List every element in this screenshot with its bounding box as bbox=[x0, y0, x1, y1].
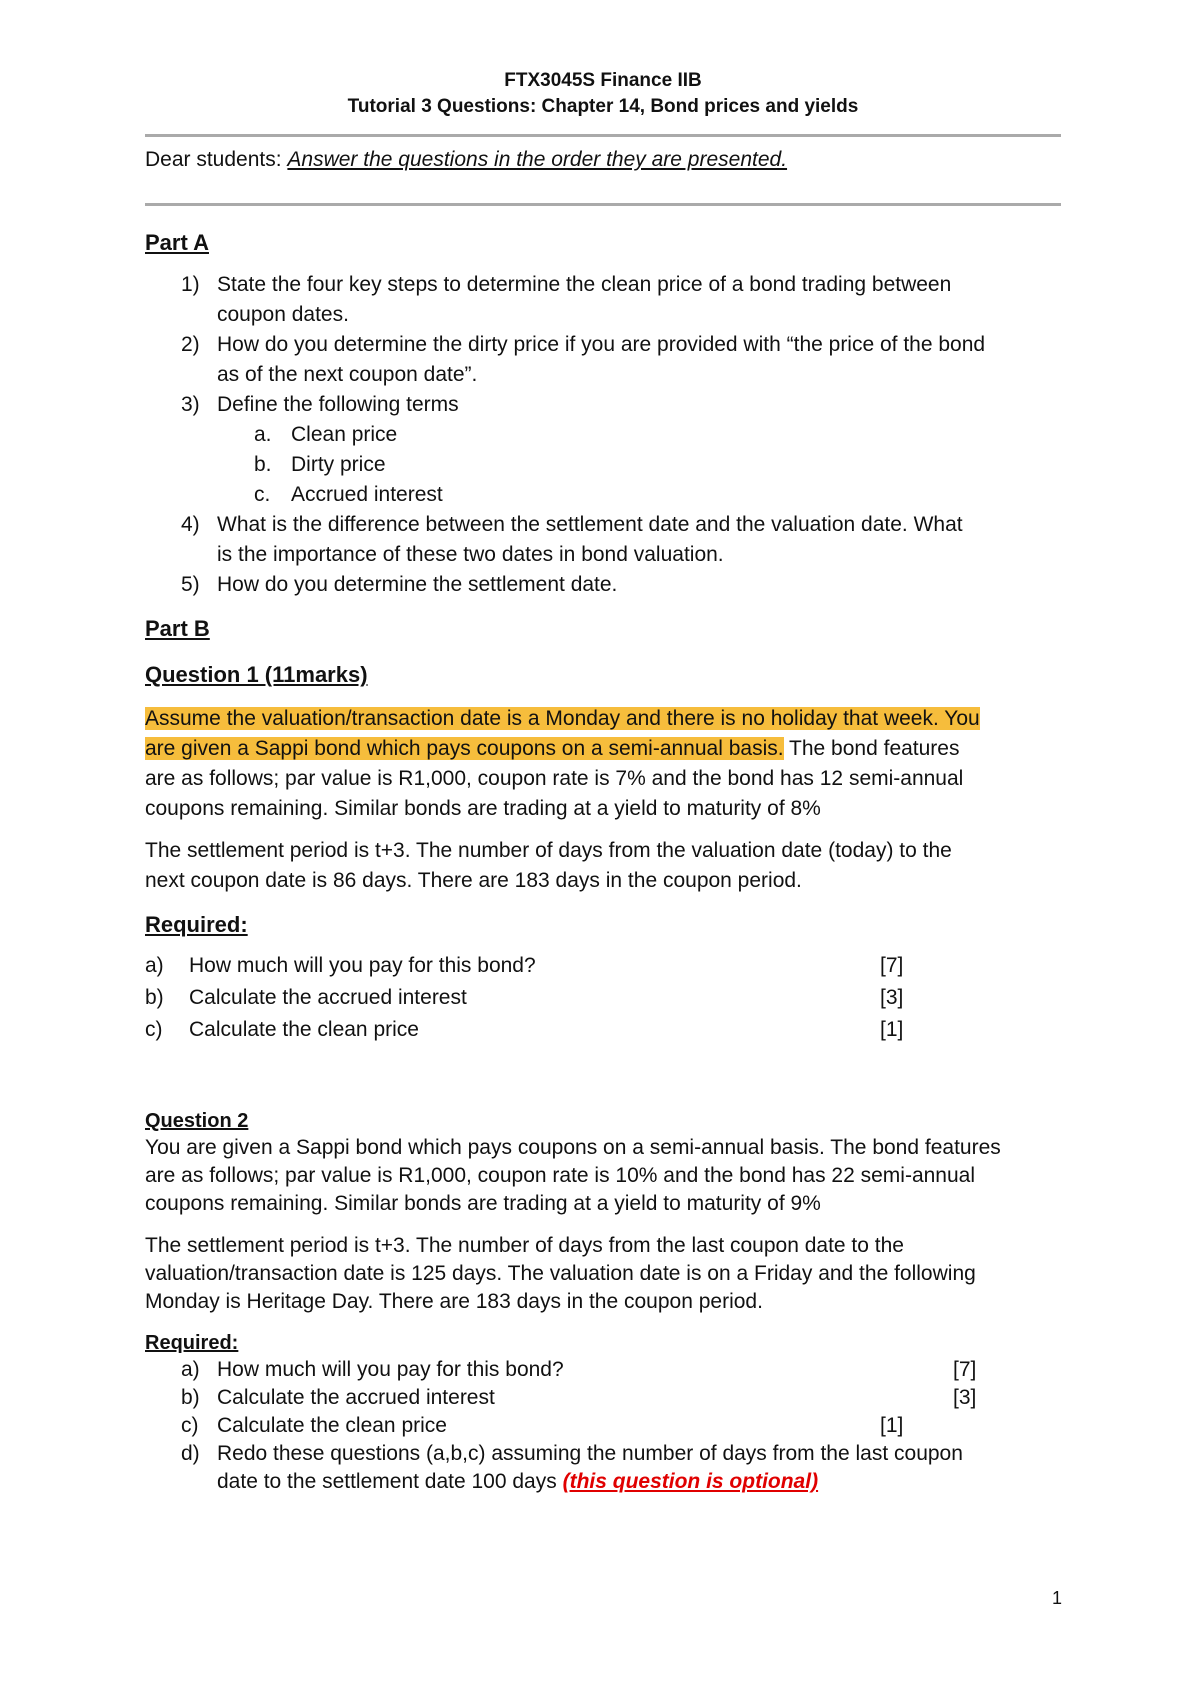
course-title: FTX3045S Finance IIB bbox=[504, 70, 702, 91]
part-a-questions bbox=[145, 270, 1061, 600]
q2-req-d-text-cont: date to the settlement date 100 days bbox=[217, 1470, 563, 1493]
q3a-letter: a. bbox=[254, 423, 272, 446]
q2p1-line1: You are given a Sappi bond which pays coupons on a semi-annual basis. The bond features bbox=[145, 1136, 1001, 1159]
intro-lead: Dear students: bbox=[145, 148, 288, 171]
q1-req-b-text: Calculate the accrued interest bbox=[189, 986, 467, 1009]
q2-text-cont: as of the next coupon date”. bbox=[217, 363, 478, 386]
q1p1-line3: are as follows; par value is R1,000, coupon rate is 7% and the bond has 12 semi-annual bbox=[145, 767, 964, 790]
q2-req-d bbox=[145, 1440, 1061, 1468]
part-a-q2-cont bbox=[145, 360, 1061, 390]
q2-req-a-marks: [7] bbox=[953, 1358, 977, 1381]
q1-highlight-1: Assume the valuation/transaction date is a Monday and there is no holiday that week. You bbox=[145, 707, 980, 730]
q2-req-d-cont bbox=[145, 1468, 1061, 1496]
part-a-q2 bbox=[145, 330, 1061, 360]
q1-highlight-2: are given a Sappi bond which pays coupons on a semi-annual basis. bbox=[145, 737, 784, 760]
intro-instruction: Answer the questions in the order they are presented. bbox=[287, 148, 788, 171]
question-2-required: Required: bbox=[145, 1332, 239, 1354]
q3b-text: Dirty price bbox=[291, 453, 386, 476]
question-1-required-list bbox=[145, 950, 1061, 1046]
question-1-heading: Question 1 (11marks) bbox=[145, 662, 368, 687]
q1p2-line2: next coupon date is 86 days. There are 183 days in the coupon period. bbox=[145, 869, 802, 892]
q1p1-line1 bbox=[145, 704, 1061, 734]
q2-req-d-label: d) bbox=[181, 1442, 200, 1465]
part-a-q3a bbox=[145, 420, 1061, 450]
intro-line bbox=[145, 145, 1061, 175]
q1p1-line2 bbox=[145, 734, 1061, 764]
question-2-heading: Question 2 bbox=[145, 1110, 249, 1132]
question-2-paragraph-2 bbox=[145, 1232, 1061, 1316]
q1-text: State the four key steps to determine the clean price of a bond trading between bbox=[217, 273, 952, 296]
page-number: 1 bbox=[1052, 1588, 1063, 1608]
q1-req-b-label: b) bbox=[145, 986, 164, 1009]
question-2-paragraph-1 bbox=[145, 1134, 1061, 1218]
q1p1-line4: coupons remaining. Similar bonds are trading at a yield to maturity of 8% bbox=[145, 797, 821, 820]
q1-req-a-text: How much will you pay for this bond? bbox=[189, 954, 536, 977]
q4-text-cont: is the importance of these two dates in bond valuation. bbox=[217, 543, 724, 566]
q2-text: How do you determine the dirty price if you are provided with “the price of the bond bbox=[217, 333, 986, 356]
q1-req-c-marks: [1] bbox=[880, 1018, 904, 1041]
question-2-required-list bbox=[145, 1356, 1061, 1496]
part-a-q4 bbox=[145, 510, 1061, 540]
bottom-divider bbox=[145, 203, 1061, 206]
q2-req-c-text: Calculate the clean price bbox=[217, 1414, 447, 1437]
q2-req-b-label: b) bbox=[181, 1386, 200, 1409]
part-a-q5 bbox=[145, 570, 1061, 600]
q3a-text: Clean price bbox=[291, 423, 398, 446]
q2-number: 2) bbox=[181, 333, 200, 356]
q2p2-line3: Monday is Heritage Day. There are 183 days in the coupon period. bbox=[145, 1290, 763, 1313]
q1-req-a-marks: [7] bbox=[880, 954, 904, 977]
q1-number: 1) bbox=[181, 273, 200, 296]
q4-number: 4) bbox=[181, 513, 200, 536]
part-a-heading: Part A bbox=[145, 230, 209, 255]
q1p1-line2-rest: The bond features bbox=[783, 737, 960, 760]
q1-req-c-label: c) bbox=[145, 1018, 163, 1041]
question-1-paragraph-2 bbox=[145, 836, 1061, 896]
q1p2-line1: The settlement period is t+3. The number of days from the valuation date (today) to the bbox=[145, 839, 952, 862]
q1-req-a-label: a) bbox=[145, 954, 164, 977]
q2p2-line2: valuation/transaction date is 125 days. The valuation date is on a Friday and the following bbox=[145, 1262, 976, 1285]
q2-req-a-text: How much will you pay for this bond? bbox=[217, 1358, 564, 1381]
q4-text: What is the difference between the settlement date and the valuation date. What bbox=[217, 513, 963, 536]
q1-req-c bbox=[145, 1014, 1061, 1046]
part-a-q4-cont bbox=[145, 540, 1061, 570]
q2-req-a-label: a) bbox=[181, 1358, 200, 1381]
question-1-required: Required: bbox=[145, 912, 248, 937]
q2p2-line1: The settlement period is t+3. The number of days from the last coupon date to the bbox=[145, 1234, 904, 1257]
q2-req-c bbox=[145, 1412, 1061, 1440]
q1-req-b bbox=[145, 982, 1061, 1014]
question-1-paragraph-1 bbox=[145, 704, 1061, 824]
part-a-q3 bbox=[145, 390, 1061, 420]
optional-note: (this question is optional) bbox=[562, 1470, 819, 1493]
part-b-heading: Part B bbox=[145, 616, 210, 641]
document-page bbox=[145, 68, 1061, 1496]
q2-req-d-text: Redo these questions (a,b,c) assuming the number of days from the last coupon bbox=[217, 1442, 963, 1465]
q2-req-c-label: c) bbox=[181, 1414, 199, 1437]
tutorial-title: Tutorial 3 Questions: Chapter 14, Bond prices and yields bbox=[347, 96, 859, 117]
q1-req-b-marks: [3] bbox=[880, 986, 904, 1009]
q2-req-b-text: Calculate the accrued interest bbox=[217, 1386, 495, 1409]
q2-req-b-marks: [3] bbox=[953, 1386, 977, 1409]
q3-text: Define the following terms bbox=[217, 393, 459, 416]
q3-number: 3) bbox=[181, 393, 200, 416]
q3c-letter: c. bbox=[254, 483, 271, 506]
q2-req-c-marks: [1] bbox=[880, 1414, 904, 1437]
part-a-q3c bbox=[145, 480, 1061, 510]
part-a-q1 bbox=[145, 270, 1061, 300]
q2-req-a bbox=[145, 1356, 1061, 1384]
q2-req-b bbox=[145, 1384, 1061, 1412]
part-a-q3b bbox=[145, 450, 1061, 480]
q3b-letter: b. bbox=[254, 453, 272, 476]
q2p1-line3: coupons remaining. Similar bonds are trading at a yield to maturity of 9% bbox=[145, 1192, 821, 1215]
part-a-q1-cont bbox=[145, 300, 1061, 330]
q5-text: How do you determine the settlement date. bbox=[217, 573, 618, 596]
q5-number: 5) bbox=[181, 573, 200, 596]
q2p1-line2: are as follows; par value is R1,000, coupon rate is 10% and the bond has 22 semi-annual bbox=[145, 1164, 976, 1187]
q1-req-a bbox=[145, 950, 1061, 982]
top-divider bbox=[145, 134, 1061, 137]
q1-text-cont: coupon dates. bbox=[217, 303, 349, 326]
q3c-text: Accrued interest bbox=[291, 483, 443, 506]
q1-req-c-text: Calculate the clean price bbox=[189, 1018, 419, 1041]
